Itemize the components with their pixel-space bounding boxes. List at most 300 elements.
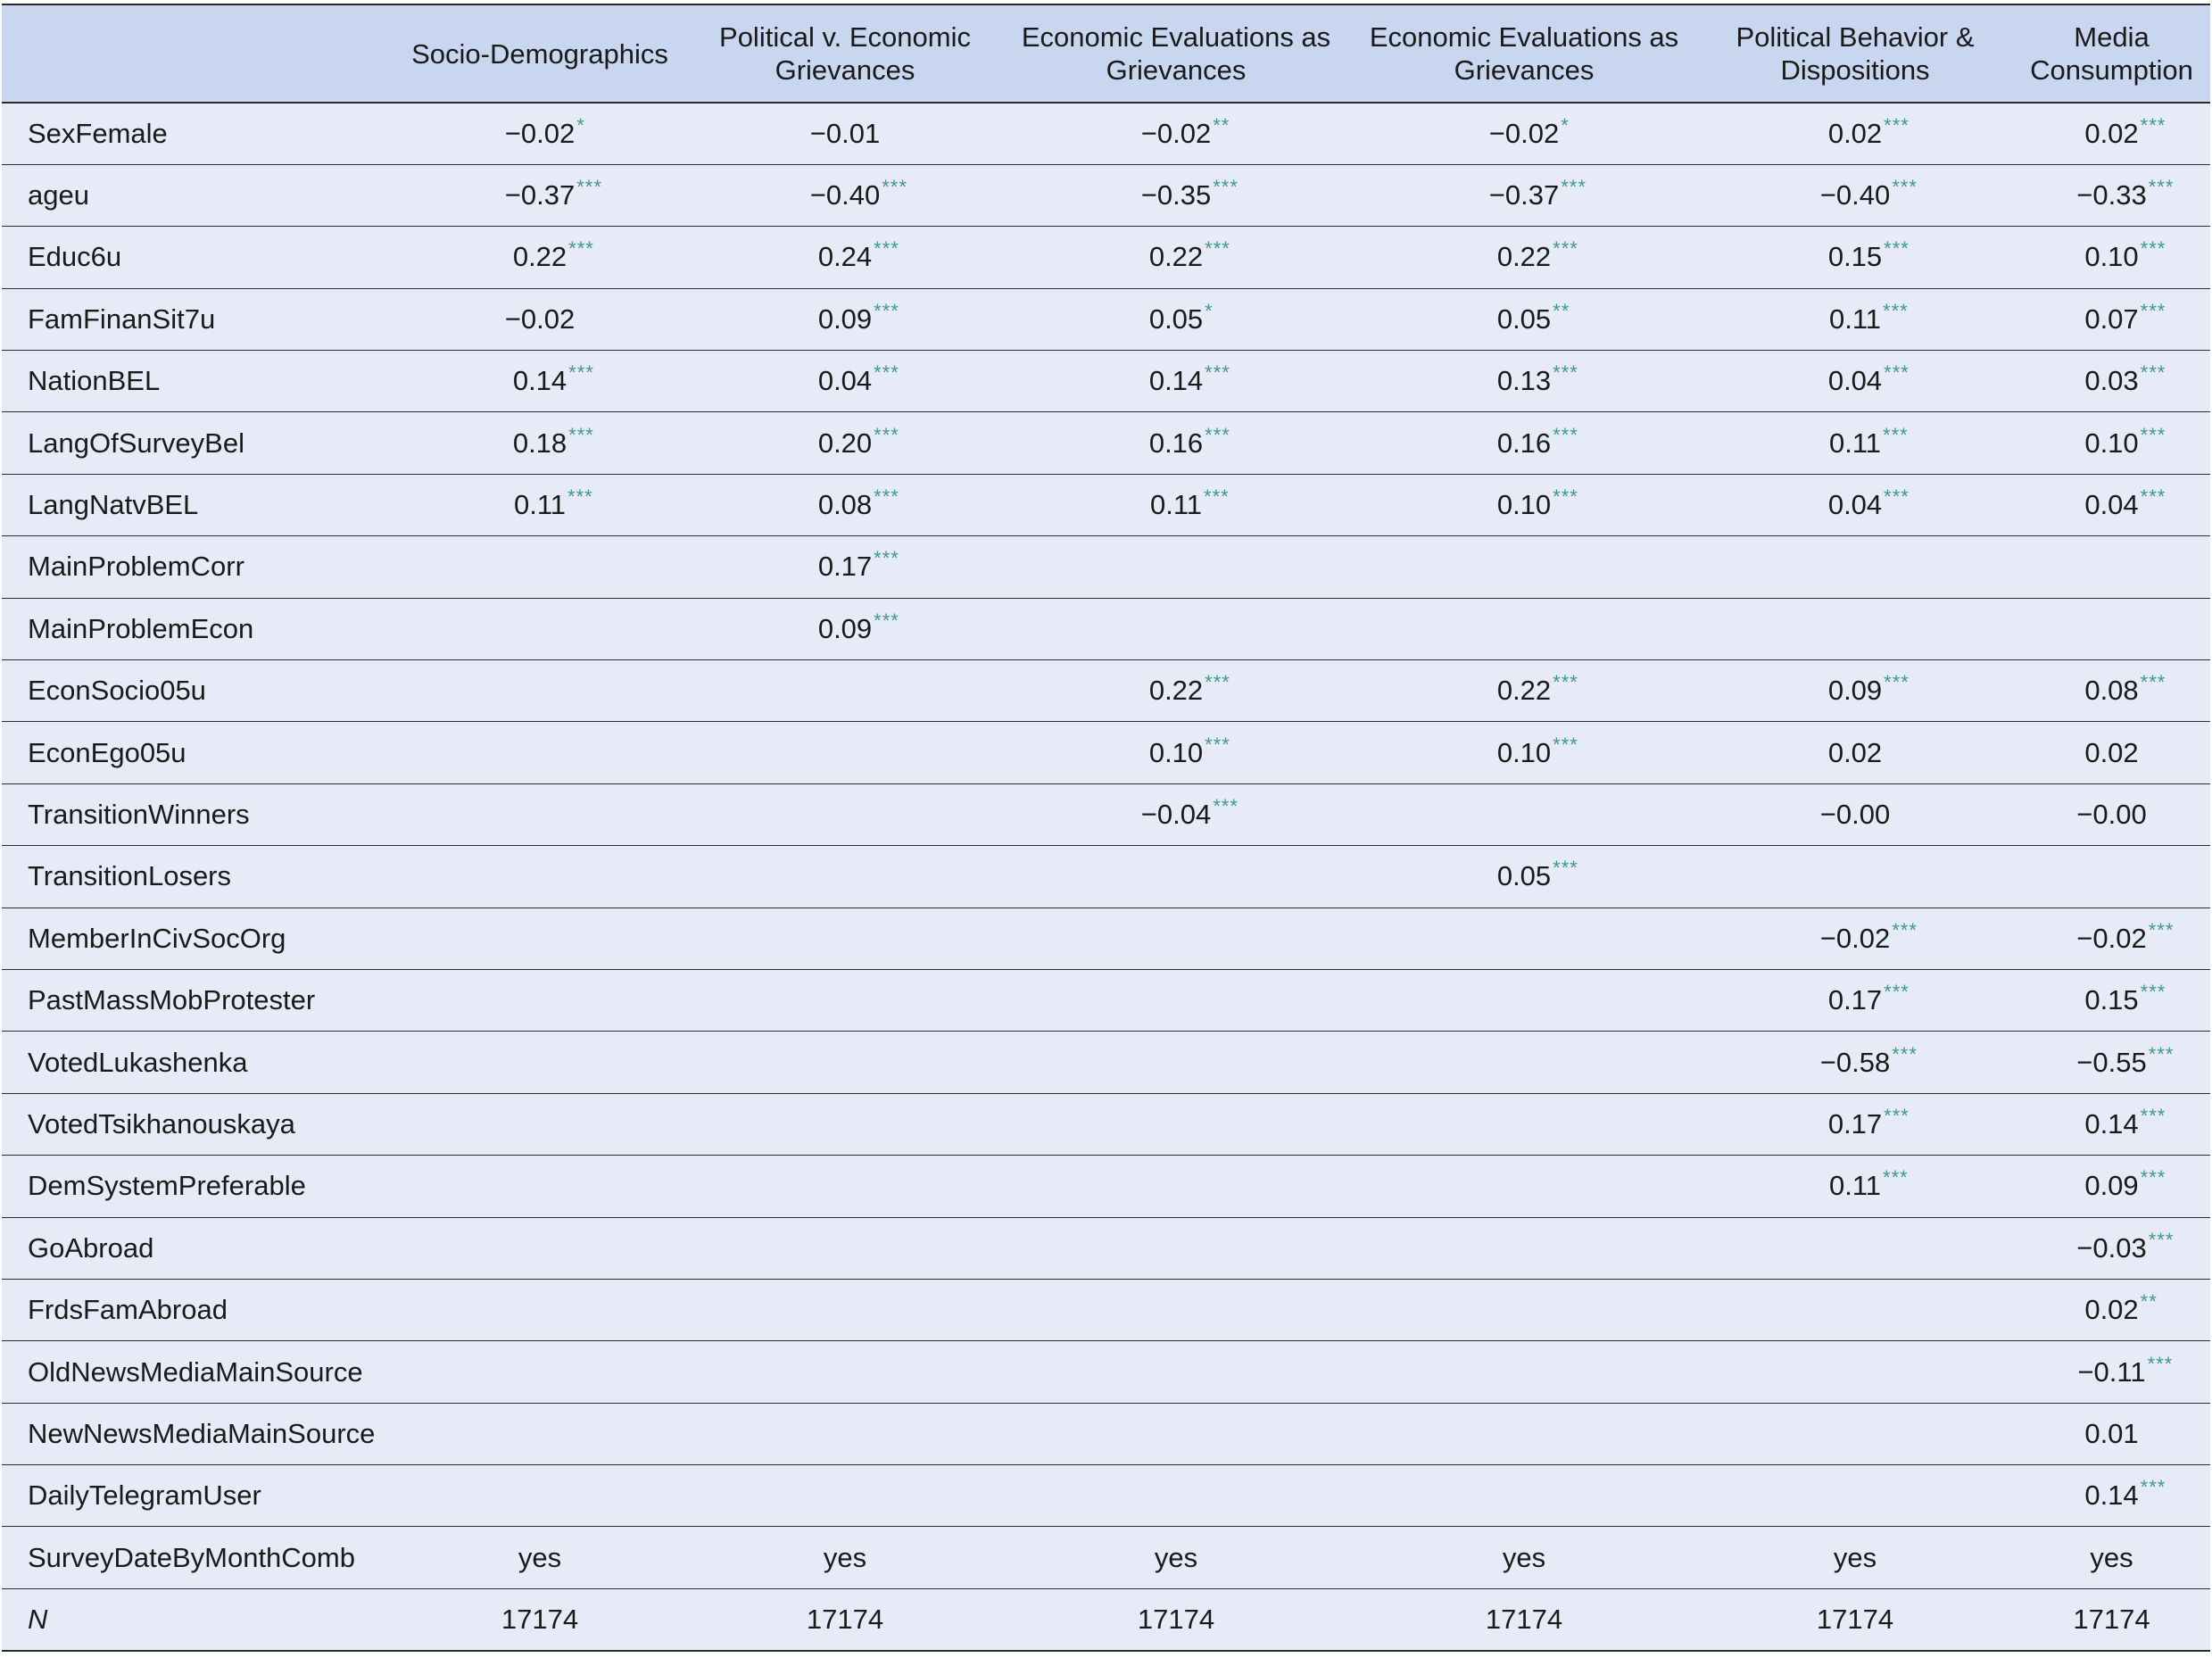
variable-label: TransitionLosers: [2, 846, 391, 908]
coefficient-value: 0.24: [817, 241, 873, 273]
significance-stars: ***: [2140, 1104, 2166, 1127]
significance-stars: ***: [874, 485, 899, 509]
empty-cell: [1697, 846, 2013, 908]
empty-cell: [1351, 536, 1697, 598]
empty-cell: [1697, 1403, 2013, 1464]
coefficient-value: −0.37: [504, 179, 576, 211]
table-cell-text: yes: [1001, 1527, 1351, 1588]
coefficient-value: 0.17: [817, 551, 873, 583]
coefficient-value: 0.14: [2084, 1480, 2139, 1512]
variable-label: SexFemale: [2, 103, 391, 164]
coefficient-value: 0.05: [1496, 860, 1552, 892]
significance-stars: **: [1553, 299, 1570, 322]
coefficient: [504, 176, 602, 211]
coefficient-cell: [2013, 969, 2210, 1031]
empty-cell: [1001, 1465, 1351, 1527]
significance-stars: ***: [1205, 361, 1230, 385]
empty-cell: [1351, 1279, 1697, 1340]
significance-stars: ***: [2140, 361, 2166, 385]
significance-stars: ***: [1553, 361, 1578, 385]
coefficient-value: 0.11: [1149, 489, 1203, 521]
table-cell-text: yes: [391, 1527, 689, 1588]
empty-cell: [1351, 1032, 1697, 1093]
empty-cell: [391, 908, 689, 969]
coefficient: [2076, 799, 2146, 831]
coefficient-value: 0.17: [1827, 1107, 1883, 1140]
coefficient: [1148, 733, 1230, 769]
column-header-political-v-economic: [689, 4, 1001, 103]
coefficient-cell: [689, 412, 1001, 474]
column-header-line: Socio-Demographics: [411, 37, 668, 70]
empty-cell: [391, 1217, 689, 1279]
coefficient: [2084, 485, 2166, 521]
coefficient: [817, 547, 899, 583]
coefficient: [1827, 671, 1910, 707]
coefficient-value: 0.15: [2084, 984, 2139, 1016]
coefficient: [1140, 113, 1230, 150]
empty-cell: [2013, 598, 2210, 659]
variable-label: ageu: [2, 164, 391, 226]
coefficient-value: 0.04: [817, 365, 873, 397]
significance-stars: ***: [1883, 1166, 1909, 1189]
column-header-line: Grievances: [1454, 54, 1595, 86]
coefficient-value: −0.02: [1819, 922, 1891, 954]
significance-stars: ***: [2140, 423, 2166, 446]
coefficient: [1148, 423, 1230, 460]
significance-stars: ***: [1883, 299, 1909, 322]
significance-stars: ***: [567, 485, 593, 509]
coefficient-cell: [2013, 164, 2210, 226]
coefficient: [2084, 1104, 2166, 1140]
significance-stars: ***: [1884, 1104, 1910, 1127]
coefficient-value: 0.15: [1827, 241, 1883, 273]
coefficient-value: 0.10: [2084, 427, 2139, 459]
coefficient-cell: [2013, 1403, 2210, 1464]
empty-cell: [689, 1217, 1001, 1279]
table-row: [2, 598, 2210, 659]
empty-cell: [689, 1341, 1001, 1403]
significance-stars: ***: [1892, 1042, 1918, 1065]
empty-cell: [1001, 598, 1351, 659]
coefficient-value: 0.07: [2084, 303, 2139, 335]
table-row: [2, 722, 2210, 783]
coefficient-cell: [1351, 846, 1697, 908]
coefficient: [2084, 299, 2166, 336]
coefficient: [817, 609, 899, 645]
variable-label: DemSystemPreferable: [2, 1156, 391, 1217]
empty-cell: [391, 1341, 689, 1403]
coefficient-cell: [1697, 1032, 2013, 1093]
coefficient: [2084, 237, 2166, 273]
variable-label: VotedTsikhanouskaya: [2, 1093, 391, 1155]
coefficient-value: 0.09: [817, 612, 873, 644]
coefficient-value: 0.11: [513, 489, 567, 521]
variable-label: TransitionWinners: [2, 783, 391, 845]
table-row: [2, 1527, 2210, 1588]
empty-cell: [1001, 1403, 1351, 1464]
table-row: [2, 1279, 2210, 1340]
coefficient-value: 0.09: [1827, 675, 1883, 707]
coefficient: [1827, 981, 1910, 1016]
coefficient: [1148, 299, 1214, 336]
coefficient-cell: [2013, 1093, 2210, 1155]
coefficient-cell: [689, 227, 1001, 288]
empty-cell: [689, 1156, 1001, 1217]
coefficient-cell: [1697, 1093, 2013, 1155]
table-cell-text: yes: [689, 1527, 1001, 1588]
significance-stars: **: [2140, 1290, 2158, 1314]
significance-stars: ***: [1884, 361, 1910, 385]
coefficient-value: −0.02: [504, 117, 576, 149]
coefficient-cell: [2013, 227, 2210, 288]
significance-stars: *: [1561, 113, 1570, 137]
coefficient-cell: [689, 351, 1001, 412]
variable-label: NewNewsMediaMainSource: [2, 1403, 391, 1464]
empty-cell: [1001, 846, 1351, 908]
coefficient-value: −0.03: [2076, 1231, 2147, 1264]
regression-table: [2, 4, 2210, 1652]
coefficient-cell: [2013, 722, 2210, 783]
significance-stars: ***: [1553, 857, 1578, 880]
coefficient: [1140, 794, 1239, 831]
significance-stars: ***: [1884, 671, 1910, 694]
coefficient-cell: [1697, 351, 2013, 412]
empty-cell: [689, 1032, 1001, 1093]
table-row: [2, 969, 2210, 1031]
coefficient-value: 0.11: [1828, 1170, 1882, 1202]
coefficient-value: −0.02: [504, 303, 576, 335]
empty-cell: [391, 598, 689, 659]
column-header-line: Political v. Economic: [719, 21, 971, 53]
empty-cell: [1697, 1341, 2013, 1403]
coefficient: [2084, 671, 2166, 707]
variable-label: LangOfSurveyBel: [2, 412, 391, 474]
significance-stars: ***: [1884, 237, 1910, 261]
coefficient: [2084, 981, 2166, 1016]
variable-label: SurveyDateByMonthComb: [2, 1527, 391, 1588]
significance-stars: ***: [1553, 733, 1578, 756]
table-row: [2, 351, 2210, 412]
empty-cell: [1697, 536, 2013, 598]
coefficient: [809, 176, 907, 211]
column-header-line: Political Behavior &: [1736, 21, 1975, 53]
coefficient: [2084, 113, 2166, 150]
coefficient-value: 0.14: [512, 365, 567, 397]
significance-stars: ***: [1883, 423, 1909, 446]
empty-cell: [1351, 783, 1697, 845]
empty-cell: [1001, 1156, 1351, 1217]
coefficient-value: 0.10: [1148, 736, 1204, 768]
coefficient: [1496, 361, 1578, 397]
coefficient-cell: [2013, 474, 2210, 535]
significance-stars: ***: [874, 361, 899, 385]
coefficient-value: 0.05: [1148, 303, 1204, 335]
table-cell-text: yes: [1351, 1527, 1697, 1588]
significance-stars: ***: [2140, 485, 2166, 509]
coefficient-cell: [2013, 1032, 2210, 1093]
variable-label: NationBEL: [2, 351, 391, 412]
significance-stars: ***: [568, 361, 594, 385]
significance-stars: ***: [2148, 1042, 2175, 1065]
coefficient-cell: [1351, 474, 1697, 535]
coefficient-value: 0.22: [1496, 675, 1552, 707]
coefficient-cell: [1001, 412, 1351, 474]
coefficient-cell: [2013, 783, 2210, 845]
table-row: [2, 536, 2210, 598]
significance-stars: ***: [2140, 671, 2166, 694]
empty-cell: [391, 536, 689, 598]
coefficient-cell: [1001, 474, 1351, 535]
coefficient: [1496, 485, 1578, 521]
header-row: [2, 4, 2210, 103]
table-row: [2, 1093, 2210, 1155]
empty-cell: [689, 969, 1001, 1031]
significance-stars: ***: [1205, 237, 1230, 261]
coefficient: [2084, 737, 2138, 769]
coefficient: [2077, 1352, 2174, 1388]
coefficient-cell: [391, 164, 689, 226]
coefficient: [817, 237, 899, 273]
coefficient: [504, 113, 585, 150]
coefficient-cell: [2013, 1341, 2210, 1403]
coefficient: [810, 118, 880, 150]
coefficient: [512, 423, 594, 460]
significance-stars: ***: [2148, 1228, 2175, 1251]
coefficient-cell: [2013, 1156, 2210, 1217]
significance-stars: ***: [1553, 423, 1578, 446]
significance-stars: ***: [2140, 981, 2166, 1004]
table-cell-text: 17174: [689, 1588, 1001, 1650]
significance-stars: ***: [1884, 113, 1910, 137]
coefficient-cell: [391, 474, 689, 535]
coefficient-cell: [1697, 969, 2013, 1031]
coefficient: [2084, 361, 2166, 397]
significance-stars: ***: [1205, 733, 1230, 756]
coefficient-cell: [1697, 1156, 2013, 1217]
coefficient: [1827, 1104, 1910, 1140]
coefficient-cell: [1351, 722, 1697, 783]
coefficient-cell: [689, 164, 1001, 226]
coefficient-cell: [1697, 227, 2013, 288]
empty-cell: [689, 1465, 1001, 1527]
coefficient-cell: [1351, 351, 1697, 412]
significance-stars: ***: [1884, 981, 1910, 1004]
table-body: [2, 103, 2210, 1651]
coefficient-value: 0.04: [2084, 489, 2139, 521]
coefficient-cell: [1697, 164, 2013, 226]
coefficient: [1819, 176, 1918, 211]
empty-cell: [391, 722, 689, 783]
significance-stars: ***: [874, 237, 899, 261]
empty-cell: [391, 1093, 689, 1155]
coefficient: [1827, 485, 1910, 521]
empty-cell: [391, 783, 689, 845]
empty-cell: [1697, 1279, 2013, 1340]
variable-label: MainProblemEcon: [2, 598, 391, 659]
empty-cell: [1351, 969, 1697, 1031]
variable-label: N: [2, 1588, 391, 1650]
coefficient-cell: [1001, 164, 1351, 226]
coefficient-value: −0.40: [809, 179, 881, 211]
coefficient-value: 0.17: [1827, 984, 1883, 1016]
table-cell-text: 17174: [1351, 1588, 1697, 1650]
significance-stars: ***: [576, 176, 602, 199]
variable-label: PastMassMobProtester: [2, 969, 391, 1031]
significance-stars: ***: [1204, 485, 1230, 509]
empty-cell: [689, 1403, 1001, 1464]
column-header-media-consumption: [2013, 4, 2210, 103]
coefficient-cell: [689, 103, 1001, 164]
variable-label: FrdsFamAbroad: [2, 1279, 391, 1340]
coefficient-value: 0.22: [512, 241, 567, 273]
coefficient: [2076, 1042, 2175, 1079]
coefficient: [1820, 799, 1890, 831]
significance-stars: *: [1205, 299, 1214, 322]
coefficient-cell: [391, 412, 689, 474]
coefficient: [2084, 1418, 2138, 1450]
coefficient-cell: [1697, 288, 2013, 350]
coefficient-cell: [2013, 1217, 2210, 1279]
coefficient-value: 0.02: [2084, 117, 2139, 149]
coefficient-value: −0.02: [1488, 117, 1560, 149]
coefficient: [505, 303, 575, 336]
coefficient: [817, 423, 899, 460]
coefficient: [1828, 299, 1909, 336]
coefficient-cell: [1697, 103, 2013, 164]
coefficient-value: 0.13: [1496, 365, 1552, 397]
coefficient: [1827, 237, 1910, 273]
table-row: [2, 1032, 2210, 1093]
coefficient-cell: [689, 288, 1001, 350]
empty-cell: [1001, 908, 1351, 969]
coefficient-value: 0.16: [1496, 427, 1552, 459]
significance-stars: ***: [1892, 176, 1918, 199]
variable-label: FamFinanSit7u: [2, 288, 391, 350]
significance-stars: ***: [882, 176, 907, 199]
coefficient-cell: [1001, 351, 1351, 412]
table-row: [2, 1156, 2210, 1217]
significance-stars: ***: [2140, 113, 2166, 137]
coefficient-cell: [1351, 164, 1697, 226]
variable-label: EconSocio05u: [2, 660, 391, 722]
coefficient: [1488, 113, 1570, 150]
empty-cell: [1351, 598, 1697, 659]
coefficient-cell: [2013, 103, 2210, 164]
variable-label: OldNewsMediaMainSource: [2, 1341, 391, 1403]
variable-label: VotedLukashenka: [2, 1032, 391, 1093]
coefficient-value: 0.02: [2084, 736, 2139, 768]
coefficient: [1828, 1166, 1909, 1202]
coefficient-value: 0.22: [1148, 675, 1204, 707]
significance-stars: ***: [568, 423, 594, 446]
empty-cell: [1697, 598, 2013, 659]
significance-stars: ***: [1892, 918, 1918, 941]
coefficient-value: 0.01: [2084, 1417, 2139, 1449]
coefficient-value: −0.37: [1488, 179, 1560, 211]
coefficient-cell: [689, 474, 1001, 535]
coefficient-value: 0.16: [1148, 427, 1204, 459]
coefficient: [512, 361, 594, 397]
empty-cell: [2013, 536, 2210, 598]
coefficient: [1496, 733, 1578, 769]
empty-cell: [1001, 1341, 1351, 1403]
coefficient-value: −0.02: [2076, 922, 2147, 954]
coefficient-value: −0.58: [1819, 1046, 1891, 1078]
significance-stars: ***: [874, 423, 899, 446]
coefficient-value: −0.04: [1140, 798, 1212, 830]
coefficient-cell: [391, 103, 689, 164]
table-row: [2, 908, 2210, 969]
coefficient: [2084, 1290, 2158, 1326]
coefficient: [1819, 918, 1918, 955]
coefficient-cell: [1697, 474, 2013, 535]
table-row: [2, 474, 2210, 535]
coefficient-value: 0.14: [1148, 365, 1204, 397]
coefficient-cell: [1001, 103, 1351, 164]
significance-stars: ***: [1553, 237, 1578, 261]
coefficient-value: −0.40: [1819, 179, 1891, 211]
coefficient: [1828, 737, 1882, 769]
empty-cell: [1001, 1093, 1351, 1155]
table-row: [2, 288, 2210, 350]
empty-cell: [1351, 1465, 1697, 1527]
table-cell-text: 17174: [1001, 1588, 1351, 1650]
empty-cell: [391, 1156, 689, 1217]
coefficient: [1827, 361, 1910, 397]
column-header-economic-evaluations-1: [1001, 4, 1351, 103]
table-row: [2, 783, 2210, 845]
empty-cell: [1351, 1403, 1697, 1464]
empty-cell: [689, 1093, 1001, 1155]
coefficient-cell: [1001, 227, 1351, 288]
coefficient-cell: [689, 536, 1001, 598]
empty-cell: [391, 1279, 689, 1340]
table-row: [2, 227, 2210, 288]
empty-cell: [2013, 846, 2210, 908]
coefficient-value: −0.11: [2077, 1355, 2146, 1388]
coefficient-value: 0.22: [1496, 241, 1552, 273]
variable-label: LangNatvBEL: [2, 474, 391, 535]
table-cell-text: 17174: [391, 1588, 689, 1650]
coefficient: [1819, 1042, 1918, 1079]
empty-cell: [689, 783, 1001, 845]
coefficient-cell: [1001, 722, 1351, 783]
coefficient: [1149, 485, 1230, 521]
coefficient: [1827, 113, 1910, 150]
coefficient-value: 0.05: [1496, 303, 1552, 335]
empty-cell: [689, 908, 1001, 969]
empty-cell: [1001, 1279, 1351, 1340]
significance-stars: ***: [1561, 176, 1587, 199]
coefficient: [1148, 361, 1230, 397]
empty-cell: [689, 1279, 1001, 1340]
coefficient-cell: [1351, 660, 1697, 722]
variable-label: MainProblemCorr: [2, 536, 391, 598]
column-header-line: Economic Evaluations as: [1369, 21, 1679, 53]
coefficient-cell: [1351, 227, 1697, 288]
significance-stars: ***: [1553, 485, 1578, 509]
coefficient-cell: [2013, 1279, 2210, 1340]
significance-stars: ***: [1884, 485, 1910, 509]
column-header-line: Consumption: [2030, 54, 2193, 86]
table-row: [2, 164, 2210, 226]
coefficient-cell: [1697, 722, 2013, 783]
table-row: [2, 1341, 2210, 1403]
coefficient-value: −0.00: [1819, 798, 1891, 830]
coefficient-value: 0.11: [1828, 303, 1882, 335]
empty-cell: [391, 1032, 689, 1093]
coefficient-cell: [1351, 288, 1697, 350]
